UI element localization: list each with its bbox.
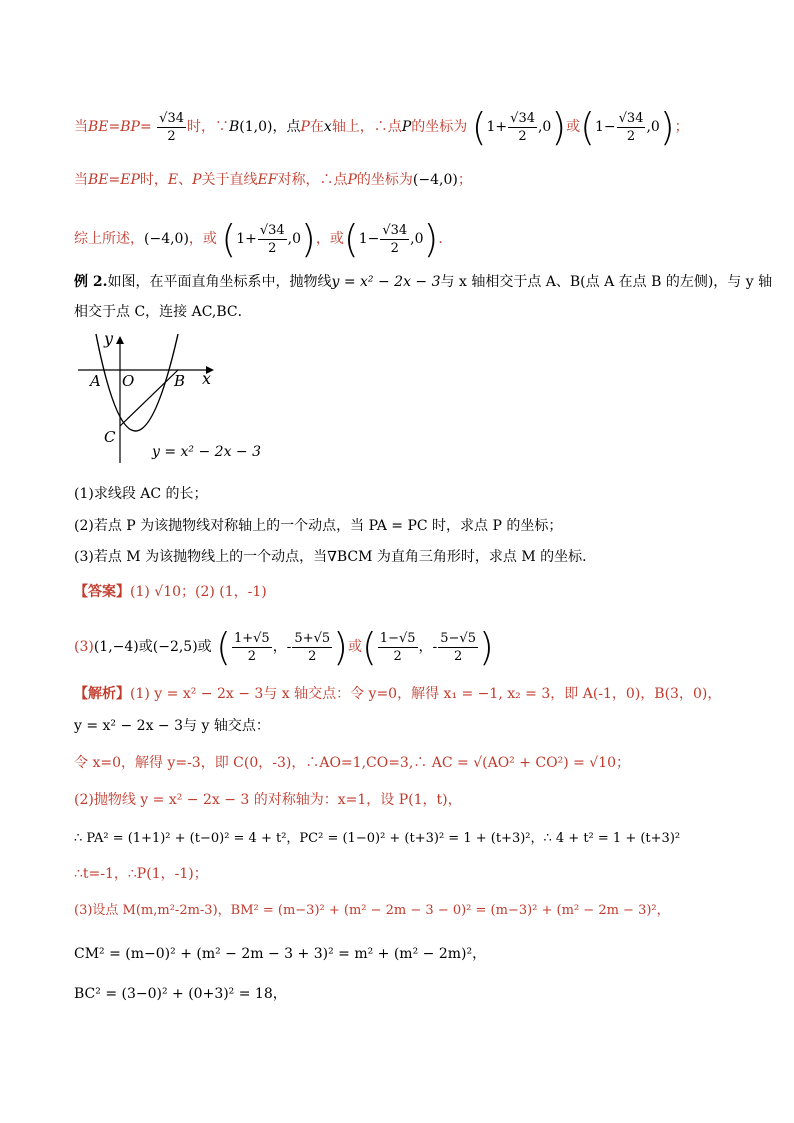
text: y = x² − 2x − 3与 y 轴交点： — [74, 718, 270, 734]
paren-left: ( — [216, 625, 231, 669]
example-line-1 — [74, 272, 772, 292]
text: ． — [438, 231, 453, 247]
var: P — [401, 119, 412, 135]
text: 1− — [358, 231, 380, 247]
text: 1+ — [486, 119, 508, 135]
analysis-line-2 — [74, 716, 270, 736]
fraction: $\frac{5-√5}{2}$ — [440, 630, 476, 664]
text: 的坐标为 — [411, 119, 468, 135]
text: = — [108, 119, 121, 135]
text: ，- — [418, 639, 438, 655]
analysis-line-9 — [74, 984, 287, 1004]
fraction: $\frac{√34}{2}$ — [159, 110, 184, 144]
text: (3)设点 M(m,m²-2m-3)，BM² = (m−3)² + (m² − 2m − 3 − 0)² = (m−3)² + (m² − 2m − 3)²， — [74, 903, 670, 918]
example-label: 例 2. — [74, 274, 108, 290]
text: 如图，在平面直角坐标系中，抛物线 — [107, 274, 332, 290]
paren-left: ( — [343, 217, 359, 261]
text: = — [108, 172, 121, 188]
label-equation: y = x² − 2x − 3 — [152, 444, 262, 460]
text: ∴ PA² = (1+1)² + (t−0)² = 4 + t²，PC² = (1−0)² + (t+3)² = 1 + (t+3)²，∴ 4 + t² = 1 + (t+3)² — [74, 831, 681, 846]
text: (3) — [74, 639, 94, 655]
analysis-line-5 — [74, 829, 680, 849]
analysis-line-4 — [74, 790, 462, 810]
text: 或 — [566, 119, 581, 135]
label-C: C — [104, 428, 116, 446]
text: 在 — [309, 119, 324, 135]
text: ； — [457, 172, 472, 188]
var: P — [192, 172, 202, 188]
fraction: $\frac{√34}{2}$ — [382, 222, 408, 256]
paren-right: ) — [478, 625, 494, 669]
text: 令 x=0，解得 y=-3，即 C(0，-3)，∴AO=1,CO=3,∴ AC = √(AO² + CO²) = √10； — [74, 755, 631, 771]
paren-right: ) — [333, 625, 348, 669]
answer-line-1 — [74, 582, 267, 602]
fraction: $\frac{1+√5}{2}$ — [233, 630, 270, 664]
var: P — [347, 172, 357, 188]
text: ,0 — [287, 231, 302, 247]
answer-line-3 — [74, 625, 494, 669]
paren-left: ( — [471, 105, 487, 149]
text: 综上所述， — [74, 231, 144, 247]
text: 时， — [139, 172, 168, 188]
text: ,0 — [537, 119, 552, 135]
analysis-label: 【解析】 — [74, 686, 130, 702]
paren-right: ) — [301, 217, 316, 261]
text: ，- — [272, 639, 292, 655]
text: BC² = (3−0)² + (0+3)² = 18， — [74, 986, 287, 1002]
var: E — [167, 172, 179, 188]
label-A: A — [90, 372, 101, 390]
text: 、 — [178, 172, 193, 188]
text: 当 — [74, 119, 88, 135]
text: 当 — [74, 172, 88, 188]
text: 与 x 轴相交于点 A、B(点 A 在点 B 的左侧)，与 y 轴 — [440, 274, 773, 290]
solution-line-3 — [74, 217, 453, 261]
var: BP — [120, 119, 140, 135]
solution-line-1 — [74, 105, 689, 149]
question-3: (3)若点 M 为该抛物线上的一个动点，当∇BCM 为直角三角形时，求点 M 的坐标． — [74, 549, 597, 565]
equation: y = x² − 2x − 3 — [331, 274, 441, 290]
fraction: $\frac{√34}{2}$ — [510, 110, 535, 144]
text: 时，∵ — [186, 119, 229, 135]
paren-left: ( — [221, 217, 237, 261]
text: (−4,0) — [412, 172, 458, 188]
text: ,0 — [410, 231, 424, 247]
text: 或 — [347, 639, 362, 655]
text: (−4,0) — [144, 231, 189, 247]
example-line-2 — [74, 302, 252, 322]
text: CM² = (m−0)² + (m² − 2m − 3 + 3)² = m² + (m² − 2m)²， — [74, 946, 487, 962]
paren-left: ( — [580, 105, 595, 149]
analysis-line-8 — [74, 944, 486, 964]
text: ，或 — [315, 231, 344, 247]
text: ，或 — [188, 231, 217, 247]
label-B: B — [174, 372, 186, 390]
text: 1− — [595, 119, 616, 135]
label-x: x — [202, 369, 212, 388]
text: = — [139, 119, 152, 135]
text: (1,0)，点 — [239, 119, 301, 135]
fraction: $\frac{1-√5}{2}$ — [379, 630, 416, 664]
text: 的坐标为 — [356, 172, 413, 188]
text: 1+ — [236, 231, 257, 247]
var: x — [323, 119, 332, 135]
fraction: $\frac{5+√5}{2}$ — [294, 630, 331, 664]
analysis-line-6 — [74, 864, 208, 884]
text: 关于直线 — [201, 172, 258, 188]
label-O: O — [122, 372, 135, 390]
var: P — [300, 119, 310, 135]
parabola-graph — [74, 328, 274, 468]
text: ,0 — [646, 119, 660, 135]
paren-right: ) — [659, 105, 675, 149]
analysis-line-3 — [74, 753, 630, 773]
analysis-line-1 — [74, 684, 721, 704]
paren-left: ( — [361, 625, 377, 669]
text: ； — [674, 119, 689, 135]
paren-right: ) — [423, 217, 439, 261]
fraction: $\frac{√34}{2}$ — [259, 222, 285, 256]
answer-label: 【答案】 — [74, 584, 130, 600]
var: BE — [88, 172, 109, 188]
var: BE — [88, 119, 109, 135]
text: ∴t=-1，∴P(1，-1)； — [74, 866, 208, 882]
question-1: (1)求线段 AC 的长； — [74, 486, 208, 502]
y-axis-arrow — [116, 336, 124, 344]
paren-right: ) — [551, 105, 567, 149]
text: (1,−4)或(−2,5)或 — [93, 639, 212, 655]
text: 对称，∴点 — [277, 172, 348, 188]
text: 轴上，∴点 — [331, 119, 402, 135]
fraction: $\frac{√34}{2}$ — [618, 110, 644, 144]
label-y: y — [104, 329, 114, 348]
solution-line-2 — [74, 170, 472, 190]
text: 相交于点 C，连接 AC,BC． — [74, 304, 252, 320]
var: B — [228, 119, 240, 135]
answer-text: (1) √10；(2) (1，-1) — [130, 584, 267, 600]
text: (1) y = x² − 2x − 3与 x 轴交点：令 y=0，解得 x₁ = −1, x₂ = 3，即 A(-1，0)，B(3，0)， — [130, 686, 722, 702]
var: EF — [257, 172, 278, 188]
analysis-line-7 — [74, 901, 670, 921]
question-2: (2)若点 P 为该抛物线对称轴上的一个动点，当 PA = PC 时，求点 P 的坐标； — [74, 518, 563, 534]
var: EP — [120, 172, 140, 188]
text: (2)抛物线 y = x² − 2x − 3 的对称轴为：x=1，设 P(1，t)， — [74, 792, 462, 808]
